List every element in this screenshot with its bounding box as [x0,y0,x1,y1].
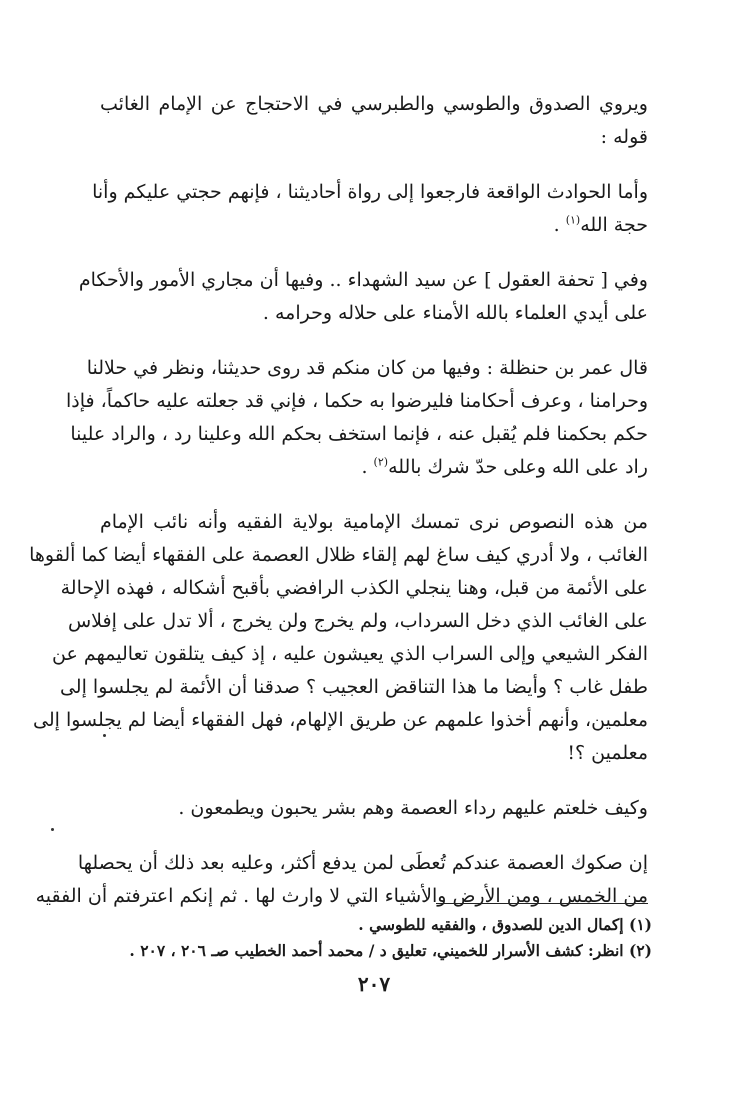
footnote-2: (٢) انظر: كشف الأسرار للخميني، تعليق د / محمد أحمد الخطيب صـ ٢٠٦ ، ٢٠٧ . [129,941,652,960]
text-line: قال عمر بن حنظلة : وفيها من كان منكم قد روى حديثنا، ونظر في حلالنا [86,357,648,379]
footnotes [66,912,652,964]
text-line: وكيف خلعتم عليهم رداء العصمة وهم بشر يحبون ويطمعون . [178,797,648,819]
text-line: طفل غاب ؟ وأيضا ما هذا التناقض العجيب ؟ صدقنا أن الأئمة لم يجلسوا إلى [59,676,648,698]
footnote-mark-2[interactable]: (٢) [373,455,389,469]
text-line: على الغائب الذي دخل السرداب، ولم يخرج ولن يخرج ، ألا تدل على إفلاس [67,610,648,632]
page-body [29,88,648,935]
text-line: من هذه النصوص نرى تمسك الإمامية بولاية الفقيه وأنه نائب الإمام [100,511,648,533]
text-line: وحرامنا ، وعرف أحكامنا فليرضوا به حكما ، فإني قد جعلته عليه حاكماً، فإذا [66,390,648,412]
margin-dot [51,828,54,831]
paragraph-3 [78,264,648,330]
text-line: معلمين، وأنهم أخذوا علمهم عن طريق الإلهام، فهل الفقهاء أيضا لم يجلسوا إلى [33,709,648,731]
footnote-1: (١) إكمال الدين للصدوق ، والفقيه للطوسي . [358,915,652,934]
text-line: الفكر الشيعي وإلى السراب الذي يعيشون عليه ، إذ كيف يتلقون تعاليمهم عن [52,643,648,665]
text-line-with-footnote [100,451,648,484]
text-line: على الأئمة من قبل، وهنا ينجلي الكذب الرافضي بأقبح أشكاله ، فهذه الإحالة [60,577,648,599]
text-line: على أيدي العلماء بالله الأمناء على حلاله وحرامه . [262,302,648,324]
text-line: حكم بحكمنا فلم يُقبل عنه ، فإنما استخف بحكم الله وعلينا رد ، والراد علينا [70,423,648,445]
text-line: قوله : [600,126,648,148]
text-fragment: حجة الله [580,214,648,236]
text-line: إن صكوك العصمة عندكم تُعطَى لمن يدفع أكثر، وعليه بعد ذلك أن يحصلها [77,852,648,874]
text-fragment: . [553,214,566,236]
text-line: وأما الحوادث الواقعة فارجعوا إلى رواة أحاديثنا ، فإنهم حجتي عليكم وأنا [92,181,648,203]
text-line: الغائب ، ولا أدري كيف ساغ لهم إلقاء ظلال العصمة على الفقهاء أيضا كما ألقوها [29,544,648,566]
paragraph-1 [100,88,648,154]
paragraph-4 [66,352,648,484]
page-number: ٢٠٧ [357,972,391,996]
paragraph-5 [29,506,648,770]
text-line: من الخمس ، ومن الأرض والأشياء التي لا وارث لها . ثم إنكم اعترفتم أن الفقيه [35,885,648,907]
text-fragment: . [361,456,374,478]
paragraph-2 [92,176,648,242]
text-line-with-footnote [100,209,648,242]
footnote-mark-1[interactable]: (١) [565,213,581,227]
text-line: ويروي الصدوق والطوسي والطبرسي في الاحتجاج عن الإمام الغائب [100,93,648,115]
margin-dot [103,734,106,737]
text-fragment: راد على الله وعلى حدّ شرك بالله [388,456,648,478]
footnote-separator [436,903,648,904]
text-line: وفي [ تحفة العقول ] عن سيد الشهداء .. وفيها أن مجاري الأمور والأحكام [78,269,648,291]
paragraph-6 [100,792,648,825]
text-line: معلمين ؟! [567,742,648,764]
